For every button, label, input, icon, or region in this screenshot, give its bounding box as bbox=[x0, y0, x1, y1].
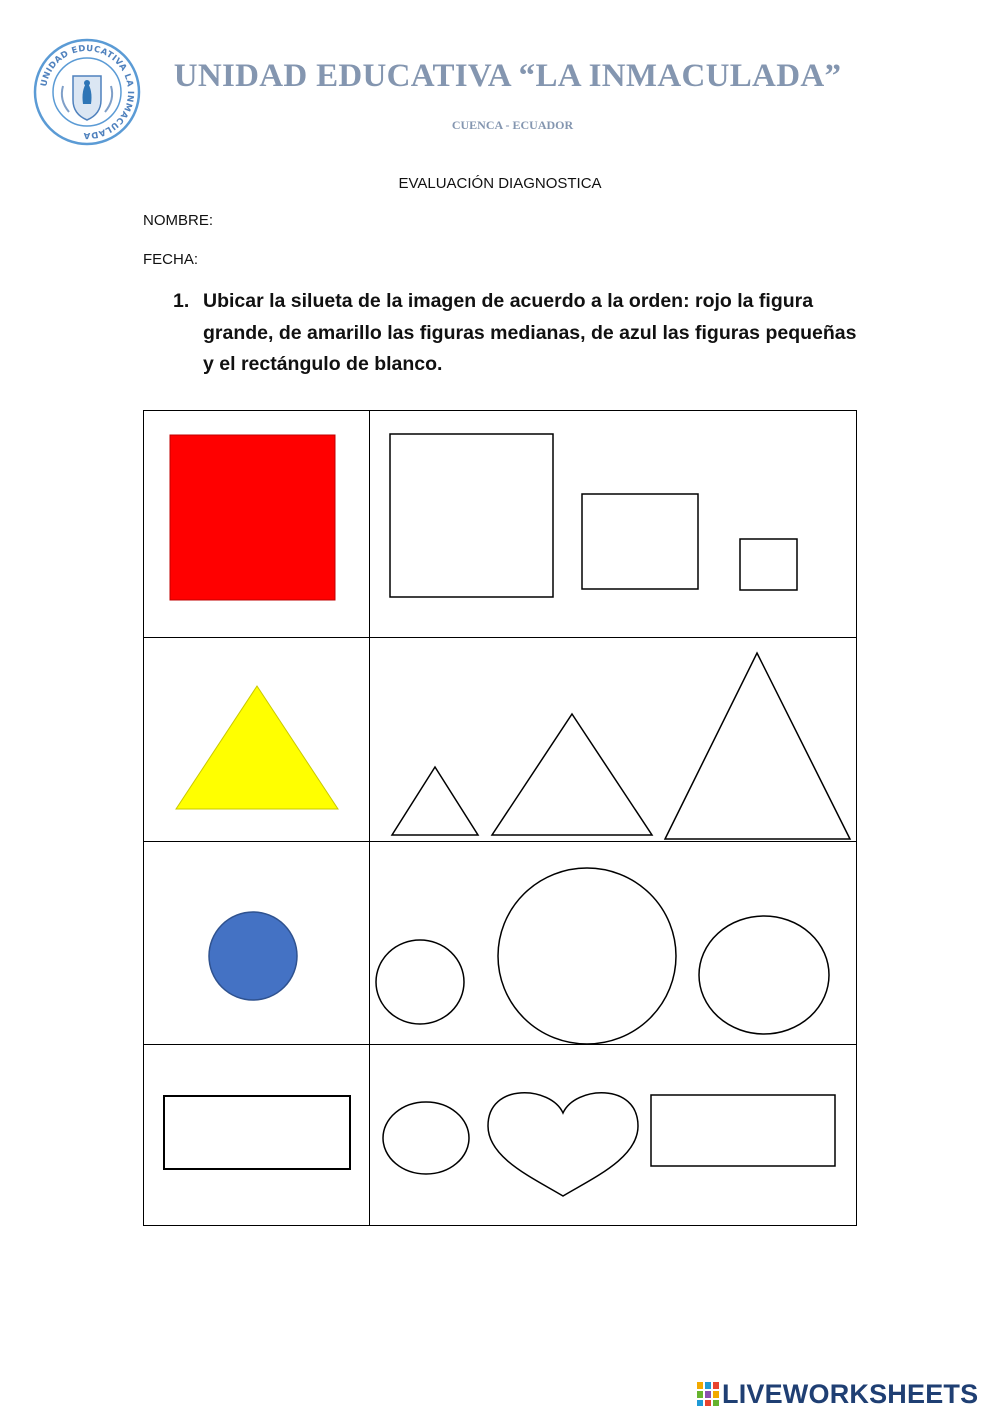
blue-circle bbox=[209, 912, 297, 1000]
school-logo bbox=[33, 38, 141, 146]
yellow-triangle bbox=[176, 686, 338, 809]
outline-rectangle[interactable] bbox=[651, 1095, 835, 1166]
outline-circle-medium[interactable] bbox=[699, 916, 829, 1034]
date-label: FECHA: bbox=[143, 251, 199, 268]
school-city: CUENCA - ECUADOR bbox=[451, 118, 574, 132]
outline-circle-large[interactable] bbox=[498, 868, 676, 1044]
outline-square-small[interactable] bbox=[740, 539, 797, 590]
instruction-text: Ubicar la silueta de la imagen de acuerdo a la orden: rojo la figura grande, de amarillo las figuras medianas, de azul las figuras pequeñas y el rectángulo de blanco. bbox=[203, 290, 857, 375]
school-name: UNIDAD EDUCATIVA “LA INMACULADA” bbox=[173, 58, 842, 94]
outline-oval[interactable] bbox=[383, 1102, 469, 1174]
instruction-number: 1. bbox=[173, 290, 190, 312]
document-title: EVALUACIÓN DIAGNOSTICA bbox=[398, 175, 602, 192]
instruction-item bbox=[173, 286, 863, 381]
outline-heart[interactable] bbox=[488, 1093, 638, 1196]
outline-square-medium[interactable] bbox=[582, 494, 698, 589]
liveworksheets-icon bbox=[697, 1382, 719, 1406]
white-rectangle bbox=[164, 1096, 350, 1169]
svg-text:UNIDAD EDUCATIVA LA INMACULADA: UNIDAD EDUCATIVA LA INMACULADA bbox=[39, 43, 136, 141]
red-square bbox=[170, 435, 335, 600]
outline-triangle-small[interactable] bbox=[392, 767, 478, 835]
footer-brand bbox=[697, 1378, 997, 1410]
brand-name: LIVEWORKSHEETS bbox=[722, 1378, 979, 1409]
outline-circle-small[interactable] bbox=[376, 940, 464, 1024]
outline-triangle-large[interactable] bbox=[665, 653, 850, 839]
name-label: NOMBRE: bbox=[143, 212, 214, 229]
shapes-table bbox=[143, 410, 857, 1226]
outline-square-large[interactable] bbox=[390, 434, 553, 597]
outline-triangle-medium[interactable] bbox=[492, 714, 652, 835]
